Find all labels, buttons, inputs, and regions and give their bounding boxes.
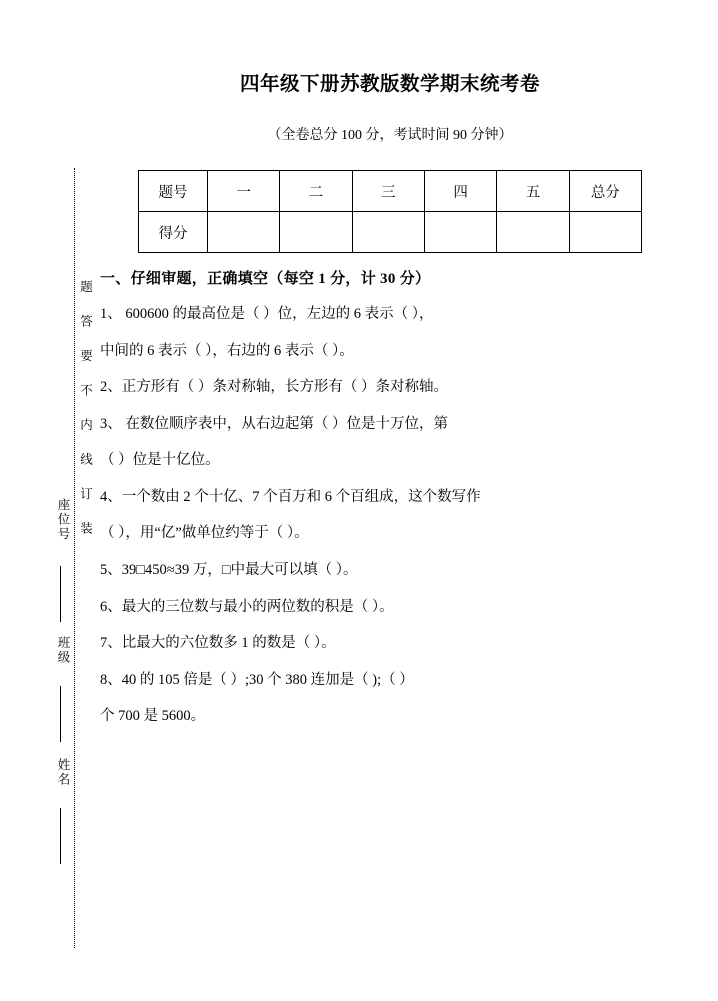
score-table-row-label-1: 得分: [139, 212, 208, 253]
margin-field-class-rule: [60, 686, 61, 742]
score-cell-3[interactable]: [424, 212, 496, 253]
margin-field-class: [54, 636, 72, 665]
margin-field-seat-number-rule: [60, 566, 61, 622]
question-4: [100, 487, 680, 544]
margin-field-seat-number: [54, 498, 72, 542]
question-3-line-2: （ ）位是十亿位。: [100, 452, 220, 469]
margin-vertical-note: 题 答 要 不 内 线 订 装: [78, 280, 93, 538]
margin-field-name-rule: [60, 808, 61, 864]
question-6: [100, 597, 680, 618]
margin-field-name-label: 姓名: [56, 758, 70, 787]
section-heading-1: 一、仔细审题，正确填空（每空 1 分，计 30 分）: [100, 271, 431, 287]
question-3: [100, 414, 680, 471]
question-8: [100, 670, 680, 727]
question-2-line-1: 2、正方形有（ ）条对称轴，长方形有（ ）条对称轴。: [100, 379, 448, 396]
score-cell-4[interactable]: [497, 212, 569, 253]
score-cell-5[interactable]: [569, 212, 641, 253]
question-6-line-1: 6、最大的三位数与最小的两位数的积是（ ）。: [100, 598, 394, 615]
document-body: [100, 0, 680, 727]
question-8-line-2: 个 700 是 5600。: [100, 708, 206, 725]
question-1-line-1: 1、 600600 的最高位是（ ）位，左边的 6 表示（ ），: [100, 306, 434, 322]
score-table: [138, 170, 642, 253]
score-cell-1[interactable]: [280, 212, 352, 253]
question-4-line-1: 4、一个数由 2 个十亿、7 个百万和 6 个百组成，这个数写作: [100, 488, 481, 505]
margin-field-name: [54, 758, 72, 787]
question-1-line-2: 中间的 6 表示（ ），右边的 6 表示（ ）。: [100, 342, 354, 359]
dotted-fold-line: [74, 168, 75, 948]
margin-field-seat-number-label: 座位号: [56, 498, 70, 542]
table-row: [139, 212, 642, 253]
question-2: [100, 377, 680, 398]
page-title: 四年级下册苏教版数学期末统考卷: [239, 74, 540, 95]
question-5-line-1: 5、39□450≈39 万，□中最大可以填（ ）。: [100, 562, 358, 579]
score-table-col-5: 总分: [569, 171, 641, 212]
score-table-col-1: 二: [280, 171, 352, 212]
score-table-col-2: 三: [352, 171, 424, 212]
margin-field-class-label: 班级: [56, 636, 70, 665]
score-table-row-label-0: 题号: [139, 171, 208, 212]
score-table-col-4: 五: [497, 171, 569, 212]
exam-subtitle: （全卷总分 100 分，考试时间 90 分钟）: [267, 128, 513, 143]
question-8-line-1: 8、40 的 105 倍是（ ）;30 个 380 连加是（ );（ ）: [100, 671, 414, 688]
score-cell-2[interactable]: [352, 212, 424, 253]
question-1: [100, 304, 680, 361]
question-7-line-1: 7、比最大的六位数多 1 的数是（ ）。: [100, 635, 336, 652]
score-table-col-3: 四: [424, 171, 496, 212]
question-3-line-1: 3、 在数位顺序表中，从右边起第（ ）位是十万位，第: [100, 415, 448, 432]
table-row: [139, 171, 642, 212]
score-table-col-0: 一: [208, 171, 280, 212]
score-cell-0[interactable]: [208, 212, 280, 253]
question-5: [100, 560, 680, 581]
question-7: [100, 633, 680, 654]
question-4-line-2: （ ），用“亿”做单位约等于（ ）。: [100, 525, 309, 542]
page-left-margin: [52, 168, 96, 948]
